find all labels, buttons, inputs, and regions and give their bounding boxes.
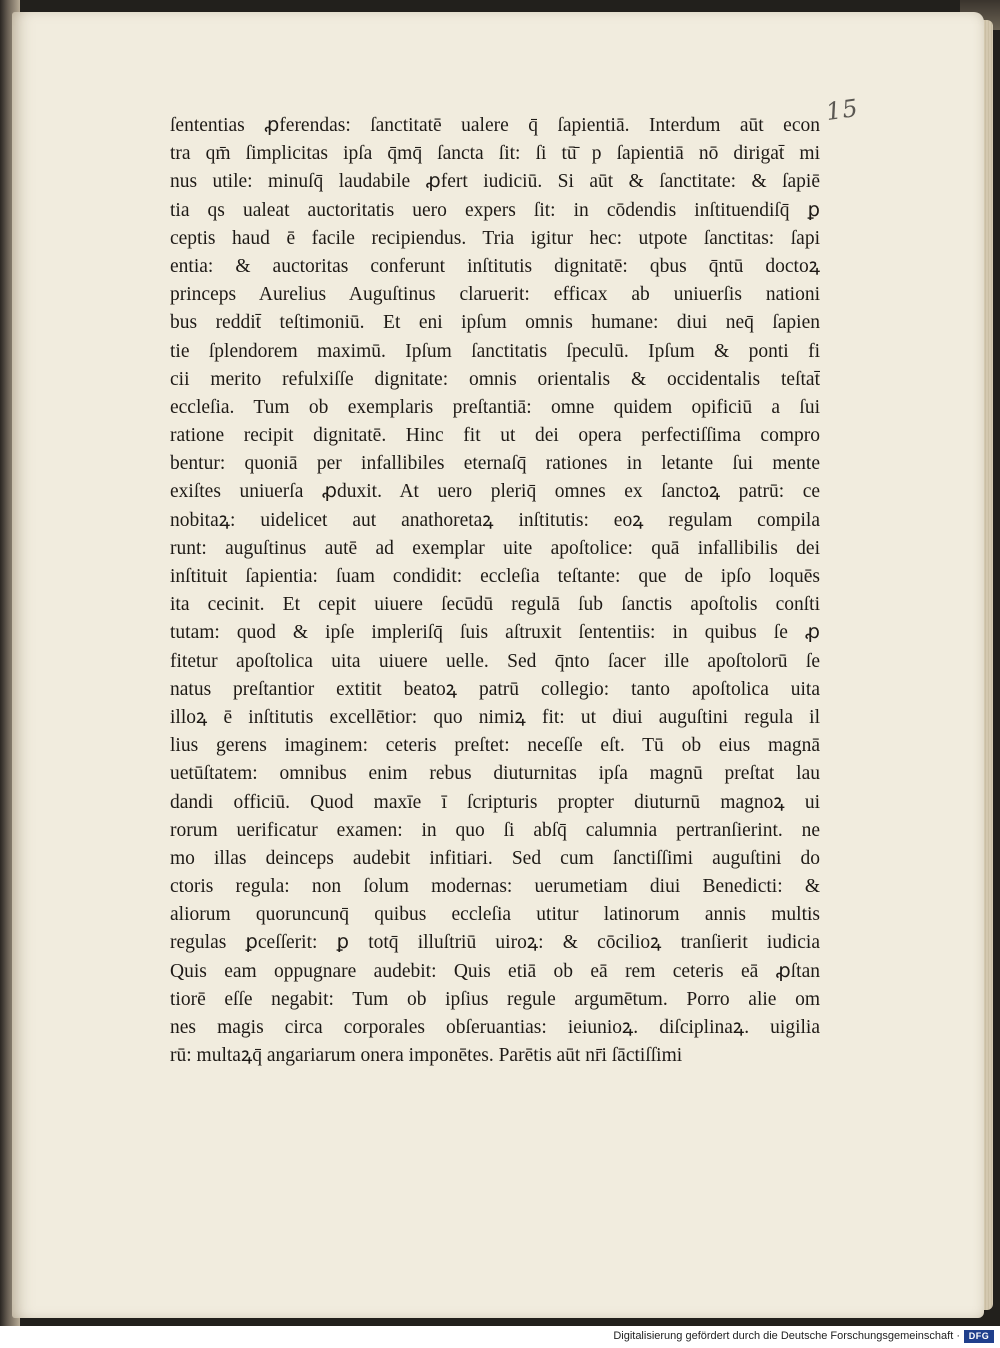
- text-line: illoꝝ ē inſtitutis excellētior: quo nimiꝝ fit: ut diui auguſtini regula il: [170, 706, 820, 728]
- text-line: uetūſtatem: omnibus enim rebus diuturnitas ipſa magnū preſtat lau: [170, 763, 820, 785]
- text-block: [170, 112, 820, 1070]
- dfg-logo: DFG: [964, 1330, 994, 1343]
- text-line: nes magis circa corporales obſeruantias: ieiunioꝝ. diſciplinaꝝ. uigilia: [170, 1017, 820, 1038]
- text-line: runt: auguſtinus autē ad exemplar uite apoſtolice: quā infallibilis dei: [170, 537, 820, 559]
- digitization-credit: Digitalisierung gefördert durch die Deutsche Forschungsgemeinschaft ·: [613, 1330, 960, 1342]
- text-line: tia qs ualeat auctoritatis uero expers ſit: in cōdendis inſtituendiſq̄ ꝑ: [170, 199, 820, 221]
- text-line: lius gerens imaginem: ceteris preſtet: neceſſe eſt. Tū ob eius magnā: [170, 735, 820, 757]
- text-line: inſtituit ſapientia: ſuam condidit: eccleſia teſtante: que de ipſo loquēs: [170, 566, 820, 587]
- text-line: tie ſplendorem maximū. Ipſum ſanctitatis ſpeculū. Ipſum & ponti fi: [170, 340, 820, 362]
- text-line: entia: & auctoritas conferunt inſtitutis dignitatē: qbus q̄ntū doctoꝝ: [170, 255, 820, 277]
- text-line: rū: multaꝝq̄ angariarum onera imponētes. Parētis aūt nr̄i ſāctiſſimi: [170, 1045, 683, 1067]
- text-line: natus preſtantior extitit beatoꝝ patrū collegio: tanto apoſtolica uita: [170, 678, 820, 700]
- text-line: Quis eam oppugnare audebit: Quis etiā ob eā rem ceteris eā ꝓſtan: [170, 960, 820, 982]
- footer-bar: [0, 1326, 1000, 1348]
- text-line: mo illas deinceps audebit infitiari. Sed cum ſanctiſſimi auguſtini do: [170, 847, 820, 869]
- text-line: ita cecinit. Et cepit uiuere ſecūdū regulā ſub ſanctis apoſtolis conſti: [170, 594, 820, 616]
- text-line: ſententias ꝓferendas: ſanctitatē ualere q̄ ſapientiā. Interdum aūt econ: [170, 115, 820, 136]
- text-line: ratione recipit dignitatē. Hinc fit ut dei opera perfectiſſima compro: [170, 425, 820, 447]
- text-line: cii merito refulxiſſe dignitate: omnis orientalis & occidentalis teſtat̄: [170, 368, 820, 390]
- text-line: tra qm̄ ſimplicitas ipſa q̄mq̄ ſancta ſit: ſi tū̄ p ſapientiā nō dirigat̄ mi: [170, 143, 820, 165]
- text-line: eccleſia. Tum ob exemplaris preſtantiā: omne quidem opificiū a ſui: [170, 396, 820, 418]
- text-line: regulas ꝑceſſerit: ꝑ totq̄ illuſtriū uiroꝝ: & cōcilioꝝ tranſierit iudicia: [170, 932, 820, 954]
- text-line: ceptis haud ē facile recipiendus. Tria igitur hec: utpote ſanctitas: ſapi: [170, 227, 820, 249]
- text-line: tiorē eſſe negabit: Tum ob ipſius regule argumētum. Porro alie om: [170, 988, 820, 1010]
- text-line: rorum uerificatur examen: in quo ſi abſq̄ calumnia pertranſierint. ne: [170, 819, 820, 841]
- text-line: exiſtes uniuerſa ꝓduxit. At uero pleriq̄ omnes ex ſanctoꝝ patrū: ce: [170, 481, 820, 503]
- folio-number: 15: [824, 93, 861, 127]
- text-line: ctoris regula: non ſolum modernas: uerumetiam diui Benedicti: &: [170, 876, 820, 898]
- text-line: dandi officiū. Quod maxīe ī ſcripturis propter diuturnū magnoꝝ ui: [170, 791, 820, 813]
- text-line: bus reddit̄ teſtimoniū. Et eni ipſum omnis humane: diui neq̄ ſapien: [170, 312, 820, 334]
- text-line: nobitaꝝ: uidelicet aut anathoretaꝝ inſtitutis: eoꝝ regulam compila: [170, 509, 820, 531]
- text-line: aliorum quoruncunq̄ quibus eccleſia utitur latinorum annis multis: [170, 904, 820, 926]
- text-line: tutam: quod & ipſe impleriſq̄ ſuis aſtruxit ſententiis: in quibus ſe ꝓ: [170, 622, 820, 644]
- text-line: fitetur apoſtolica uita uiuere uelle. Sed q̄nto ſacer ille apoſtolorū ſe: [170, 650, 820, 672]
- text-line: bentur: quoniā per infallibiles eternaſq̄ rationes in letante ſui mente: [170, 453, 820, 475]
- text-line: nus utile: minuſq̄ laudabile ꝓfert iudiciū. Si aūt & ſanctitate: & ſapiē: [170, 171, 820, 193]
- text-line: princeps Aurelius Auguſtinus claruerit: efficax ab uniuerſis nationi: [170, 284, 820, 306]
